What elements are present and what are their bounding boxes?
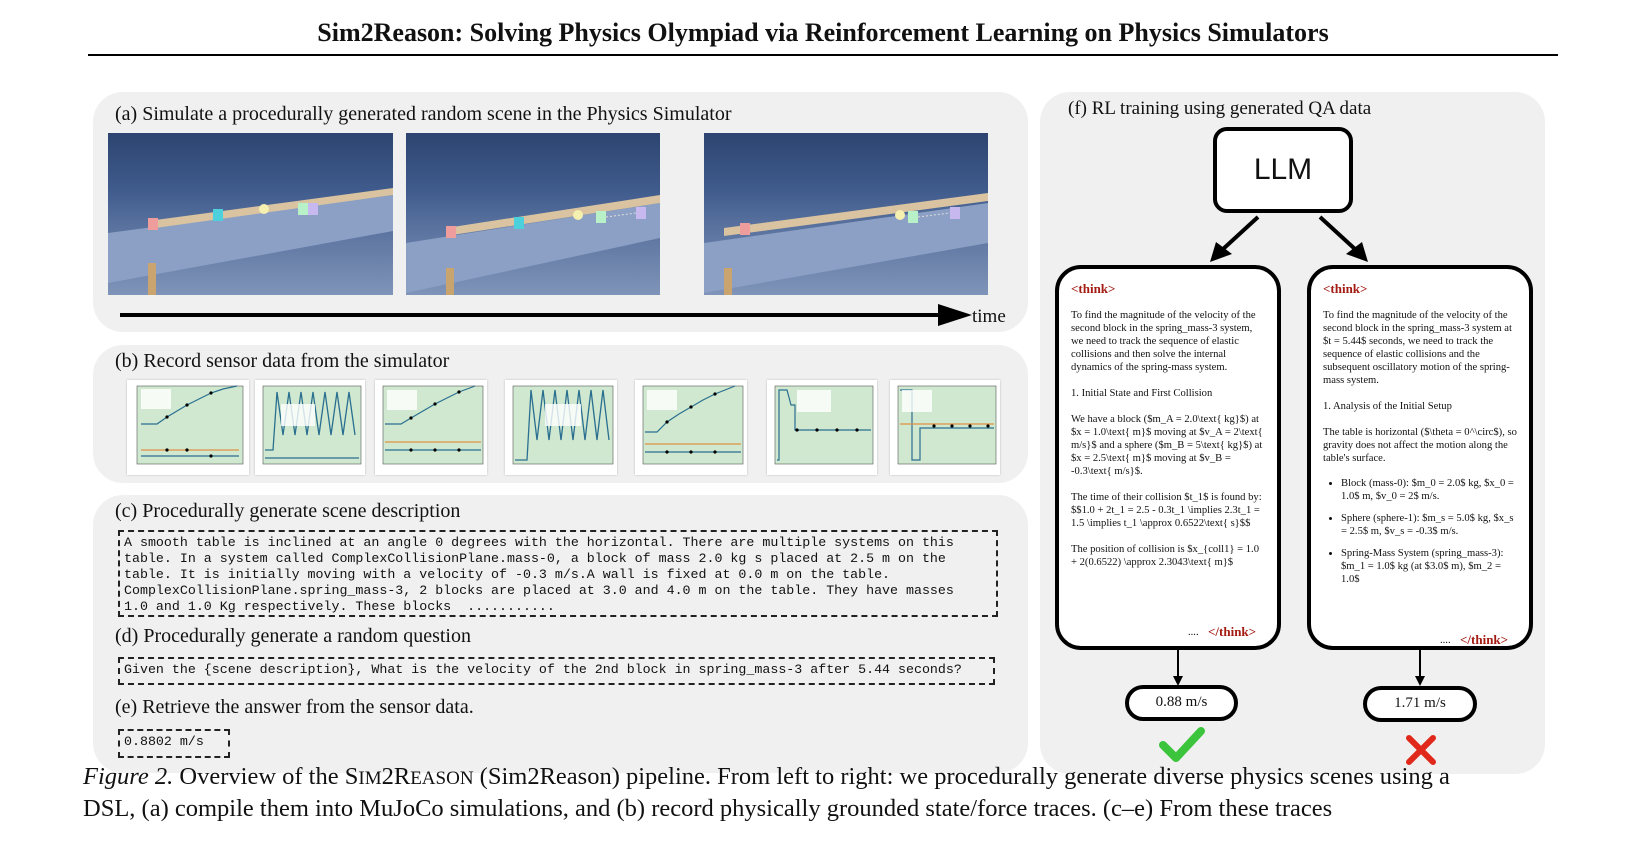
reasoning-right-ellipsis: .... — [1440, 635, 1451, 646]
check-icon — [1158, 725, 1206, 765]
think-open-tag: <think> — [1071, 281, 1116, 296]
paper-title: Sim2Reason: Solving Physics Olympiad via Reinforcement Learning on Physics Simulators — [317, 18, 1329, 47]
reasoning-left-p1: To find the magnitude of the velocity of the second block in the spring_mass-3 system, we need to track the sequence of elastic collisions and then solve the internal dynamics of the spring-mass system. — [1071, 310, 1256, 373]
answer-right: 1.71 m/s — [1363, 686, 1477, 722]
panel-e-title: (e) Retrieve the answer from the sensor data. — [115, 696, 474, 718]
sensor-plot-1 — [127, 380, 249, 475]
caption-label: Figure 2. — [83, 763, 174, 790]
think-close-tag: </think> — [1460, 632, 1509, 647]
sensor-plot-5 — [635, 380, 747, 475]
sensor-plot-3 — [375, 380, 487, 475]
time-label: time — [972, 306, 1006, 327]
caption-name-eason: EASON — [410, 768, 474, 789]
reasoning-left — [1055, 265, 1281, 650]
panel-c-title: (c) Procedurally generate scene description — [115, 500, 461, 522]
figure-caption — [83, 762, 1493, 824]
question-box: Given the {scene description}, What is the velocity of the 2nd block in spring_mass-3 after 5.44 seconds? — [118, 657, 995, 685]
llm-box — [1213, 127, 1353, 213]
time-arrow — [120, 304, 972, 326]
caption-name-im: IM — [358, 768, 382, 789]
sensor-plot-4 — [505, 380, 617, 475]
think-open-tag: <think> — [1323, 281, 1368, 296]
think-close-tag: </think> — [1208, 624, 1257, 639]
answer-arrows — [1160, 648, 1460, 688]
sensor-plot-2 — [255, 380, 365, 475]
reasoning-right-p1: To find the magnitude of the velocity of the second block in the spring_mass-3 system at $t = 5.44$ seconds, we need to track the sequence of elastic collisions and the subsequent oscillatory motion of the spring-mass system. — [1323, 310, 1512, 386]
reasoning-right — [1307, 265, 1533, 650]
reasoning-left-ellipsis: .... — [1188, 627, 1199, 638]
sim-frame-2 — [406, 133, 660, 295]
panel-b-title: (b) Record sensor data from the simulator — [115, 350, 450, 372]
caption-name-2: 2 — [381, 763, 394, 790]
list-item: • Spring-Mass System (spring_mass-3): $m_1 = 1.0$ kg (at $3.0$ m), $m_2 = 1.0$ — [1341, 547, 1519, 586]
reasoning-right-bullets — [1323, 477, 1519, 586]
panel-a-title: (a) Simulate a procedurally generated random scene in the Physics Simulator — [115, 103, 732, 125]
reasoning-left-p3: We have a block ($m_A = 2.0\text{ kg}$) at $x = 1.0\text{ m}$ moving at $v_A = 2\text{ m/s}$ and a sphere ($m_B = 5\text{ kg}$) at $x = 2.5\text{ m}$ moving at $v_B = -0.3\text{ m/s}$. — [1071, 414, 1263, 477]
caption-text-post: (Sim2Reason) pipeline. From left to right: we procedurally generate diverse physics scenes using a DSL, (a) compile them into MuJoCo simulations, and (b) record physically grounded state/force traces. (c–e) From these traces — [83, 763, 1450, 822]
caption-name-r: R — [393, 763, 411, 790]
sim-frame-1-scene — [108, 133, 393, 295]
sim-frame-2-scene — [406, 133, 660, 295]
panel-d-title: (d) Procedurally generate a random question — [115, 625, 471, 647]
sim-frame-3 — [704, 133, 988, 295]
answer-box: 0.8802 m/s — [118, 729, 230, 758]
scene-description-box: A smooth table is inclined at an angle 0 degrees with the horizontal. There are multiple systems on this table. In a system called ComplexCollisionPlane.mass-0, a block of mass 2.0 kg s placed at 2.5 m on the table. It is initially moving with a velocity of -0.3 m/s.A wall is fixed at 0.0 m on the table. ComplexCollisionPlane.spring_mass-3, 2 blocks are placed at 3.0 and 4.0 m on the table. They have masses 1.0 and 1.0 Kg respectively. These blocks ........... — [118, 530, 998, 617]
list-item: • Block (mass-0): $m_0 = 2.0$ kg, $x_0 = 1.0$ m, $v_0 = 2$ m/s. — [1341, 477, 1519, 503]
reasoning-left-p2: 1. Initial State and First Collision — [1071, 388, 1213, 399]
sensor-plot-6 — [767, 380, 877, 475]
sim-frame-3-scene — [704, 133, 988, 295]
sim-frame-1 — [108, 133, 393, 295]
panel-f-title: (f) RL training using generated QA data — [1068, 98, 1372, 119]
caption-text-pre: Overview of the — [173, 763, 345, 790]
answer-left: 0.88 m/s — [1125, 685, 1238, 721]
sensor-plot-7 — [890, 380, 1000, 475]
llm-label: LLM — [1253, 153, 1313, 186]
header-rule — [88, 54, 1558, 56]
reasoning-left-p5: The position of collision is $x_{coll1} = 1.0 + 2(0.6522) \approx 2.3043\text{ m}$ — [1071, 544, 1259, 568]
llm-arrows — [1200, 212, 1380, 268]
list-item: • Sphere (sphere-1): $m_s = 5.0$ kg, $x_s = 2.5$ m, $v_s = -0.3$ m/s. — [1341, 512, 1519, 538]
caption-name-s: S — [344, 763, 359, 790]
reasoning-right-p3: The table is horizontal ($\theta = 0^\circ$), so gravity does not affect the motion along the table's surface. — [1323, 427, 1517, 464]
reasoning-left-p4: The time of their collision $t_1$ is found by: $$1.0 + 2t_1 = 2.5 - 0.3t_1 \implies 2.3t_1 = 1.5 \implies t_1 \approx 0.6522\text{ s}$$ — [1071, 492, 1262, 529]
reasoning-right-p2: 1. Analysis of the Initial Setup — [1323, 401, 1452, 412]
